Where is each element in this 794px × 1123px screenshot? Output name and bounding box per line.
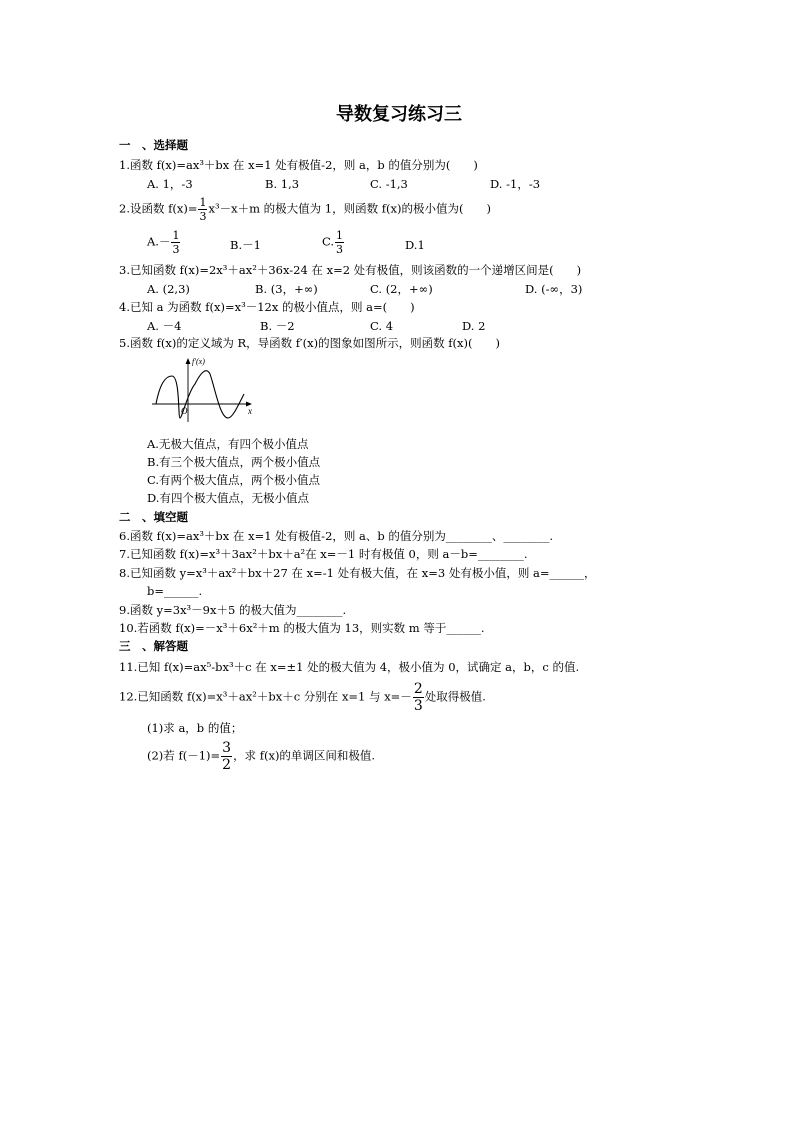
- graph-origin-label: O: [181, 406, 188, 416]
- q1-option-a: A. 1，-3: [147, 177, 193, 191]
- q1-option-d: D. -1，-3: [490, 177, 541, 191]
- question-6: 6.函数 f(x)=ax³＋bx 在 x=1 处有极值-2，则 a、b 的值分别为________、________.: [119, 529, 554, 543]
- question-12: 12.已知函数 f(x)=x³＋ax²＋bx＋c 分别在 x=1 与 x=－ $\frac{2}{3}$ 处取得极值.: [119, 681, 486, 714]
- question-5: 5.函数 f(x)的定义域为 R，导函数 f′(x)的图象如图所示，则函数 f(x)( ): [119, 336, 500, 350]
- q2-text-pre: 2.设函数 f(x)=: [119, 201, 198, 216]
- q5-option-c: C.有两个极大值点，两个极小值点: [147, 473, 321, 487]
- q2-option-c: C. $\frac{1}{3}$: [322, 229, 344, 256]
- q3-option-d: D. (-∞，3): [525, 282, 583, 296]
- graph-xlabel: x: [248, 406, 252, 416]
- question-8-line-2: b=______.: [147, 584, 203, 598]
- q3-option-a: A. (2,3): [147, 282, 190, 296]
- q4-option-c: C. 4: [370, 319, 394, 333]
- section-fill-heading: 二 、填空题: [119, 510, 188, 524]
- question-7: 7.已知函数 f(x)=x³＋3ax²＋bx＋a²在 x=－1 时有极值 0，则 a－b=________.: [119, 547, 528, 561]
- q2-text-post: x³－x＋m 的极大值为 1，则函数 f(x)的极小值为( ): [208, 201, 491, 216]
- q12-fraction: $\frac{2}{3}$: [413, 681, 423, 714]
- derivative-curve: [156, 371, 244, 418]
- question-12-part-2: (2)若 f(－1)= $\frac{3}{2}$ ，求 f(x)的单调区间和极值.: [147, 740, 376, 773]
- q12-p2-fraction: $\frac{3}{2}$: [222, 740, 232, 773]
- q1-option-c: C. -1,3: [370, 177, 408, 191]
- graph-ylabel: f′(x): [192, 357, 205, 366]
- question-12-part-1: (1)求 a，b 的值；: [147, 721, 243, 735]
- page-title: 导数复习练习三: [336, 104, 462, 125]
- question-9: 9.函数 y=3x³－9x＋5 的极大值为________.: [119, 603, 347, 617]
- question-2: [119, 197, 491, 222]
- q5-option-b: B.有三个极大值点，两个极小值点: [147, 455, 321, 469]
- q4-option-b: B. －2: [260, 319, 295, 333]
- q3-option-c: C. (2，+∞): [370, 282, 433, 296]
- question-11: 11.已知 f(x)=ax⁵-bx³＋c 在 x=±1 处的极大值为 4，极小值为 0，试确定 a，b，c 的值.: [119, 660, 580, 674]
- q1-option-b: B. 1,3: [265, 177, 300, 191]
- question-10: 10.若函数 f(x)=－x³＋6x²＋m 的极大值为 13，则实数 m 等于______.: [119, 621, 485, 635]
- question-4: 4.已知 a 为函数 f(x)=x³－12x 的极小值点，则 a=( ): [119, 300, 415, 314]
- q2-option-b: B.－1: [230, 238, 261, 252]
- q2-option-a: A.－ $\frac{1}{3}$: [147, 229, 180, 256]
- question-8-line-1: 8.已知函数 y=x³＋ax²＋bx＋27 在 x=-1 处有极大值，在 x=3 处有极小值，则 a=______，: [119, 566, 596, 580]
- q4-option-a: A. －4: [147, 319, 182, 333]
- section-answer-heading: 三 、解答题: [119, 639, 188, 653]
- q2-option-d: D.1: [405, 238, 425, 252]
- derivative-graph: [148, 352, 258, 424]
- q5-option-a: A.无极大值点，有四个极小值点: [147, 437, 309, 451]
- q3-option-b: B. (3，+∞): [255, 282, 318, 296]
- q4-option-d: D. 2: [462, 319, 486, 333]
- section-choice-heading: 一 、选择题: [119, 138, 188, 152]
- q5-option-d: D.有四个极大值点，无极小值点: [147, 491, 309, 505]
- question-3: 3.已知函数 f(x)=2x³＋ax²＋36x-24 在 x=2 处有极值，则该函数的一个递增区间是( ): [119, 263, 582, 277]
- q2-fraction: $\frac{1}{3}$: [199, 196, 207, 223]
- graph-y-arrow: [186, 358, 191, 364]
- question-1: 1.函数 f(x)=ax³＋bx 在 x=1 处有极值-2，则 a，b 的值分别为( ): [119, 158, 478, 172]
